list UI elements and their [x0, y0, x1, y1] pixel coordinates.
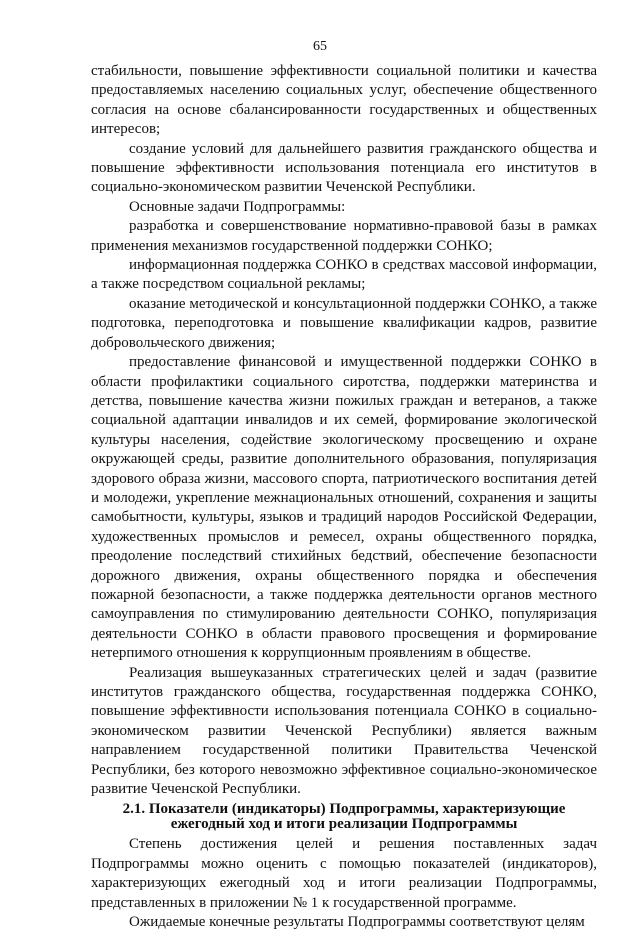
paragraph: Степень достижения целей и решения поставленных задач Подпрограммы можно оценить с помощью показателей (индикаторов), характеризующих ежегодный ход и итоги реализации Подпрограммы, представленных в приложении № 1 к государственной программе.: [91, 836, 597, 911]
paragraph: оказание методической и консультационной поддержки СОНКО, а также подготовка, переподготовка и повышение квалификации кадров, развитие добровольческого движения;: [91, 295, 597, 351]
paragraph: Реализация вышеуказанных стратегических целей и задач (развитие институтов гражданского общества, государственная поддержка СОНКО, повышение эффективности использования потенциала СОНКО в социально-экономическом развитии Чеченской Республики) является важным направлением государственной политики Правительства Чеченской Республики, без которого невозможно эффективное социально-экономическое развитие Чеченской Республики.: [91, 664, 597, 798]
page-number: 65: [313, 39, 327, 54]
paragraph: предоставление финансовой и имущественной поддержки СОНКО в области профилактики социального сиротства, поддержки материнства и детства, повышение качества жизни пожилых граждан и ветеранов, а также социальной адаптации инвалидов и их семей, формирование экологической культуры населения, содействие экологическому просвещению и охране окружающей среды, развитие дополнительного образования, популяризация здорового образа жизни, массового спорта, патриотического воспитания детей и молодежи, укрепление межнациональных отношений, сохранения и защиты самобытности, культуры, языков и традиций народов Российской Федерации, художественных промыслов и ремесел, охраны общественного порядка, преодоление последствий стихийных бедствий, обеспечение безопасности дорожного движения, охраны общественного порядка и обеспечения пожарной безопасности, а также поддержка деятельности органов местного самоуправления по стимулированию деятельности СОНКО, популяризация деятельности СОНКО в области правового просвещения и формирование нетерпимого отношения к коррупционным проявлениям в обществе.: [91, 354, 597, 662]
paragraph: разработка и совершенствование нормативно-правовой базы в рамках применения механизмов государственной поддержки СОНКО;: [91, 218, 597, 254]
section-heading-line: 2.1. Показатели (индикаторы) Подпрограммы, характеризующие: [122, 801, 566, 818]
document-body: [91, 62, 597, 932]
paragraph: информационная поддержка СОНКО в средствах массовой информации, а также посредством социальной рекламы;: [91, 257, 597, 293]
paragraph: создание условий для дальнейшего развития гражданского общества и повышение эффективности использования потенциала его институтов в социально-экономическом развитии Чеченской Республики.: [91, 140, 597, 196]
section-heading-line: ежегодный ход и итоги реализации Подпрограммы: [170, 816, 518, 833]
section-heading: [91, 802, 597, 832]
paragraph: Ожидаемые конечные результаты Подпрограммы соответствуют целям: [129, 914, 585, 931]
paragraph: Основные задачи Подпрограммы:: [129, 198, 346, 215]
paragraph: стабильности, повышение эффективности социальной политики и качества предоставляемых населению социальных услуг, обеспечение общественного согласия на основе сбалансированности государственных и общественных интересов;: [91, 63, 597, 138]
